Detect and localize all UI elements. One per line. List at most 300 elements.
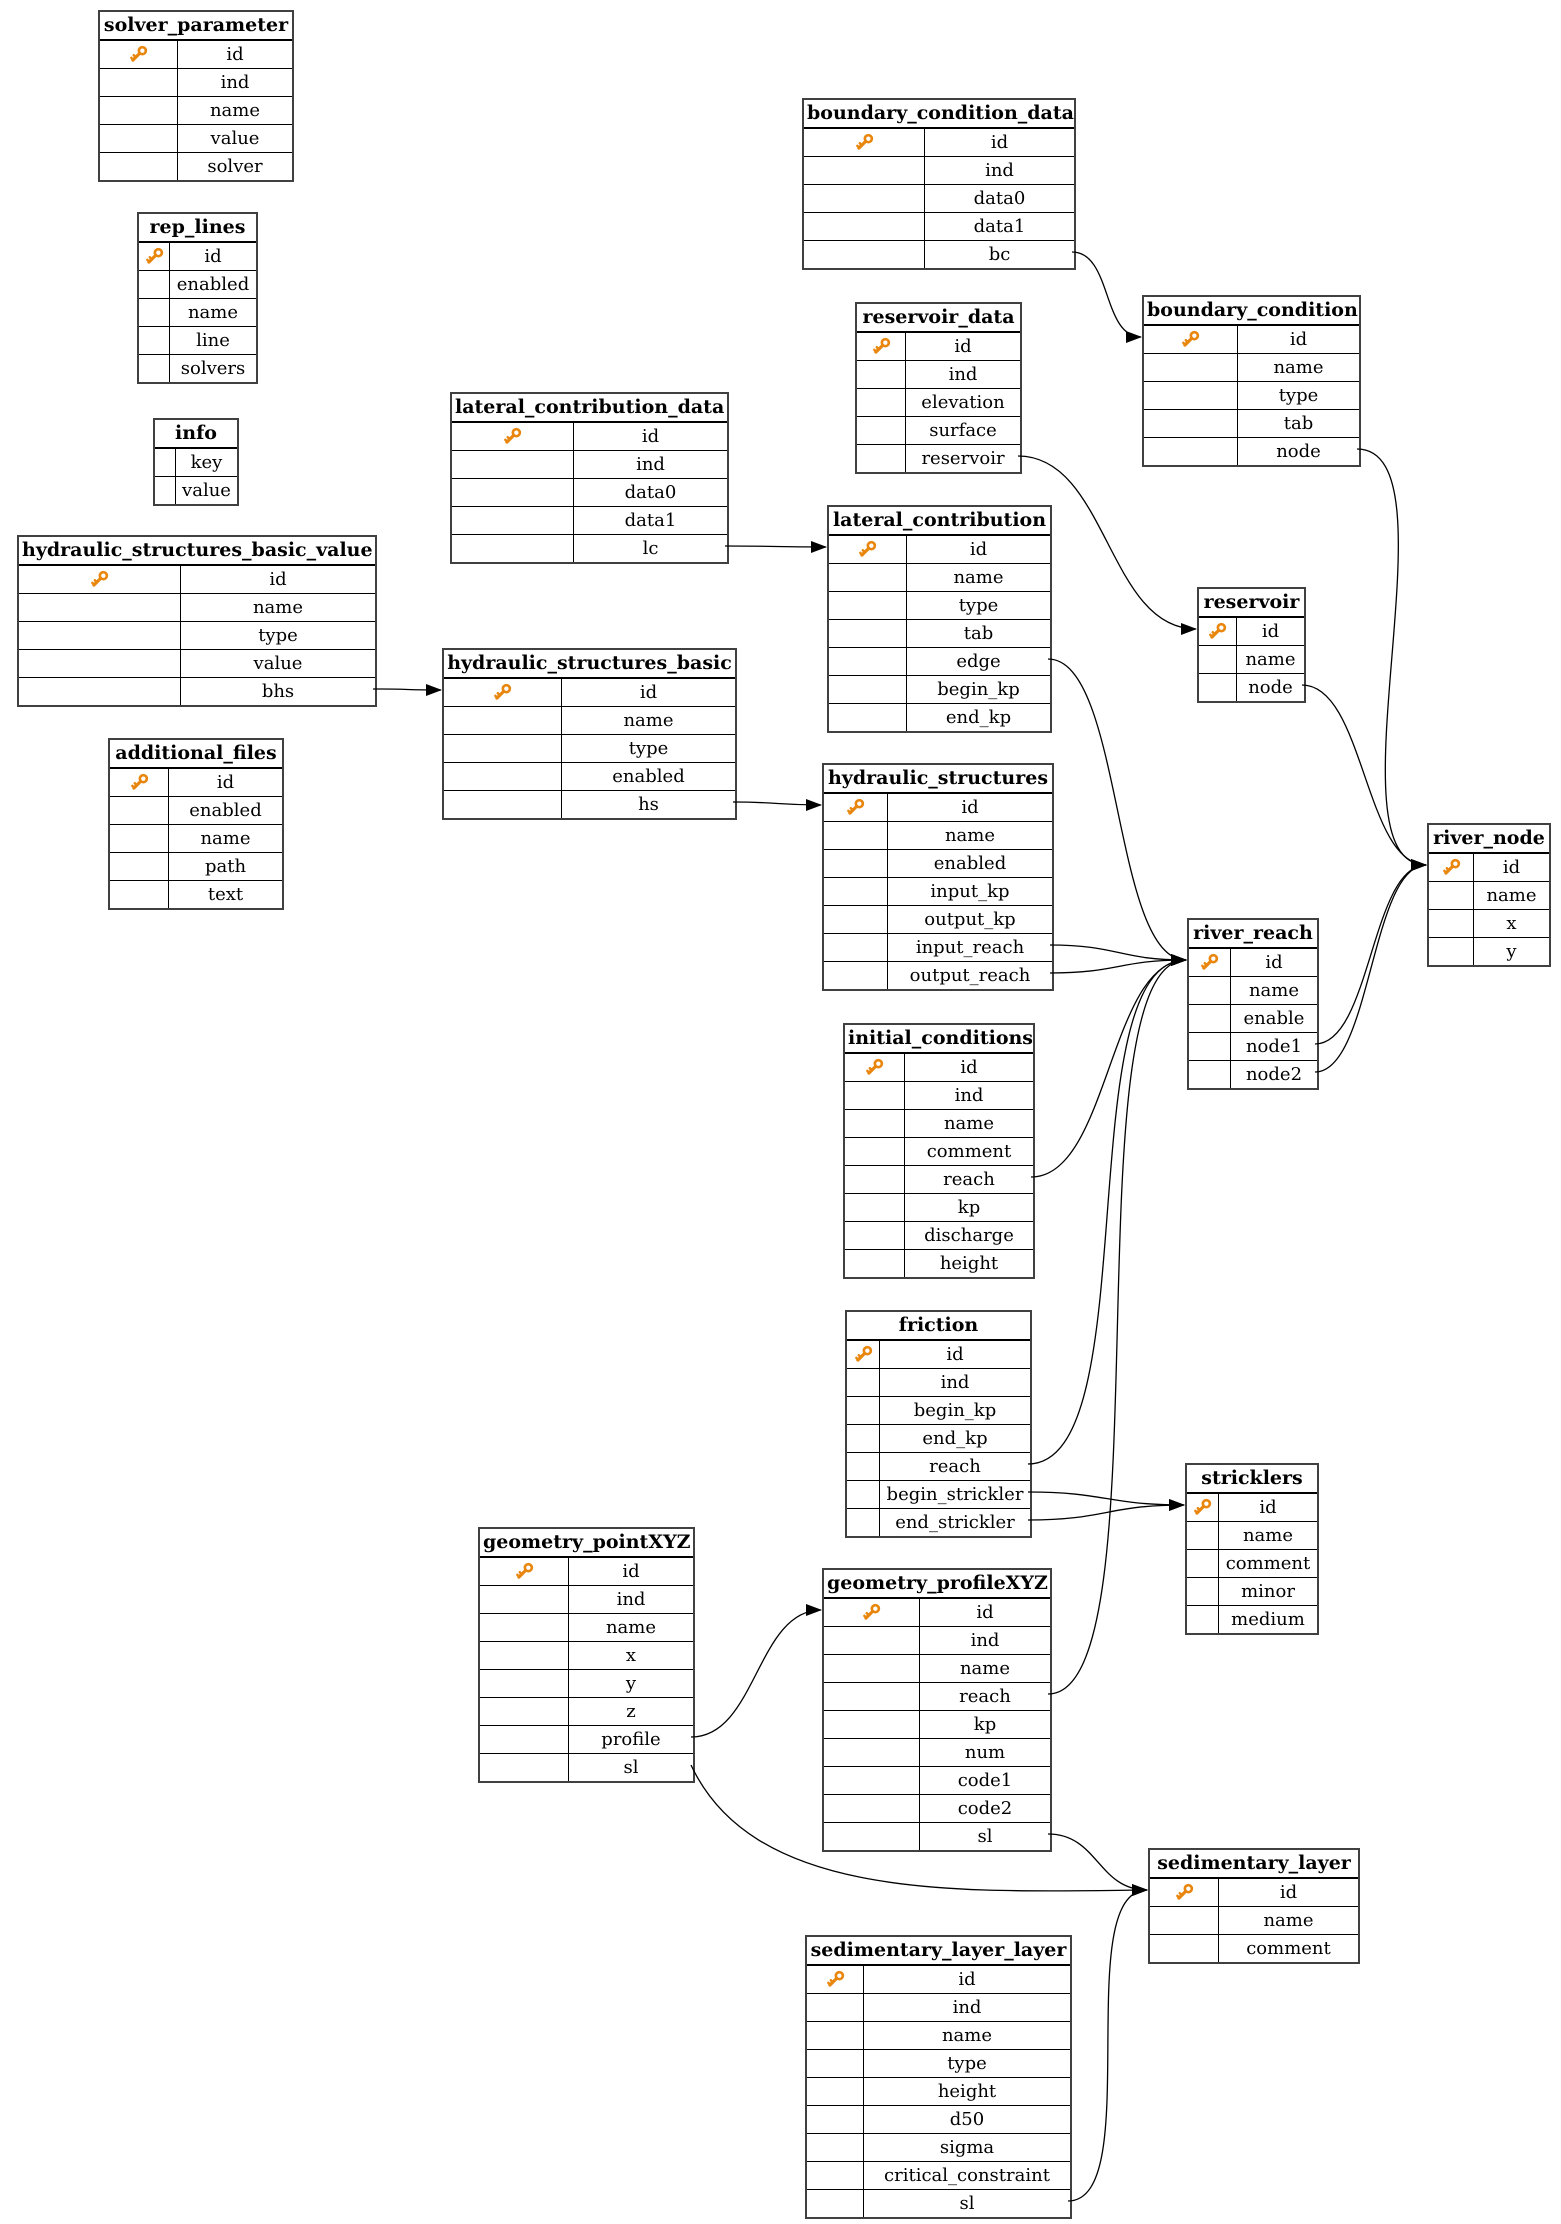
edge-lateral_contribution.edge-to-river_reach [1048,659,1186,960]
primary-key-icon [514,1561,535,1582]
table-solver_parameter [98,10,294,182]
key-cell-empty [845,1138,905,1165]
field-name: enabled [933,853,1007,874]
field-row-z [480,1697,693,1725]
edge-geometry_pointXYZ.profile-to-geometry_profileXYZ [691,1610,821,1737]
field-row-id [845,1053,1033,1081]
edge-hydraulic_structures_basic.hs-to-hydraulic_structures [733,802,821,805]
field-name: path [204,856,247,877]
field-name: sigma [939,2137,995,2158]
field-name: input_reach [915,937,1025,958]
field-row-ind [452,450,727,478]
field-name: output_reach [909,965,1031,986]
table-title: stricklers [1187,1465,1317,1493]
field-row-comment [1187,1549,1317,1577]
key-cell [807,1966,864,1993]
field-name: output_kp [924,909,1016,930]
field-row-name [480,1613,693,1641]
field-row-id [480,1557,693,1585]
field-row-id [857,332,1020,360]
field-row-data0 [452,478,727,506]
field-name: reach [929,1456,981,1477]
key-cell [480,1558,569,1585]
field-row-height [807,2077,1070,2105]
field-row-tab [829,619,1050,647]
key-cell [139,243,170,270]
field-row-comment [1150,1934,1358,1962]
field-row-enabled [139,270,256,298]
field-row-name [139,298,256,326]
key-cell [1429,854,1474,881]
field-name: name [605,1617,657,1638]
field-name: code1 [957,1770,1013,1791]
key-cell-empty [1189,977,1231,1004]
field-name: reach [943,1169,995,1190]
key-cell-empty [1187,1522,1219,1549]
field-row-id [847,1340,1030,1368]
field-name: name [959,1658,1011,1679]
field-row-x [1429,909,1549,937]
field-row-kp [824,1710,1050,1738]
field-row-lc [452,534,727,562]
key-cell-empty [807,2022,864,2049]
field-name: num [964,1742,1006,1763]
field-name: id [639,682,658,703]
primary-key-icon [129,772,150,793]
field-name: bc [988,244,1011,265]
primary-key-icon [1192,1497,1213,1518]
key-cell-empty [829,676,907,703]
table-sedimentary_layer_layer [805,1935,1072,2219]
field-row-medium [1187,1605,1317,1633]
field-name: medium [1231,1609,1305,1630]
key-cell-empty [100,153,178,180]
field-row-kp [845,1193,1033,1221]
field-name: sl [959,2193,975,2214]
primary-key-icon [1441,857,1462,878]
field-row-name [19,593,375,621]
field-name: id [216,772,235,793]
key-cell-empty [807,2190,864,2217]
key-cell-empty [829,592,907,619]
key-cell-empty [100,125,178,152]
field-name: name [187,302,239,323]
field-name: name [944,825,996,846]
field-name: tab [1283,413,1314,434]
field-row-id [452,422,727,450]
field-row-id [444,678,735,706]
field-name: id [961,797,979,818]
field-name: id [204,246,222,267]
primary-key-icon [854,132,875,153]
field-name: id [1259,1497,1277,1518]
key-cell [1189,949,1231,976]
key-cell-empty [1144,354,1238,381]
field-row-output_reach [824,961,1052,989]
field-row-ind [804,156,1074,184]
key-cell-empty [847,1481,880,1508]
key-cell [1187,1494,1219,1521]
key-cell-empty [845,1250,905,1277]
field-name: value [182,480,231,501]
key-cell-empty [829,648,907,675]
field-row-code1 [824,1766,1050,1794]
field-name: name [1263,1910,1314,1931]
field-row-node [1144,437,1359,465]
field-row-line [139,326,256,354]
field-name: ind [636,454,665,475]
key-cell-empty [807,2106,864,2133]
primary-key-icon [128,44,149,65]
field-name: critical_constraint [884,2165,1050,2186]
field-row-ind [480,1585,693,1613]
field-row-enabled [444,762,735,790]
table-lateral_contribution_data [450,392,729,564]
key-cell-empty [480,1754,569,1781]
key-cell-empty [452,507,574,534]
key-cell [824,1599,920,1626]
key-cell-empty [857,361,906,388]
key-cell [824,794,888,821]
field-name: text [207,884,244,905]
edge-initial_conditions.reach-to-river_reach [1031,960,1186,1177]
field-row-begin_kp [847,1396,1030,1424]
field-row-comment [845,1137,1033,1165]
key-cell-empty [804,241,925,268]
field-row-name [829,563,1050,591]
field-name: value [210,128,260,149]
field-row-enabled [110,796,282,824]
field-row-name [1429,881,1549,909]
field-name: ind [970,1630,1000,1651]
field-name: discharge [924,1225,1014,1246]
table-river_node [1427,823,1551,967]
key-cell-empty [857,445,906,472]
field-name: type [628,738,669,759]
primary-key-icon [871,336,892,357]
field-name: height [937,2081,997,2102]
key-cell-empty [100,97,178,124]
key-cell-empty [804,185,925,212]
key-cell-empty [110,797,169,824]
field-name: lc [642,538,659,559]
field-name: tab [963,623,994,644]
field-row-type [807,2049,1070,2077]
field-name: height [939,1253,999,1274]
field-row-end_strickler [847,1508,1030,1536]
key-cell-empty [847,1369,880,1396]
key-cell-empty [19,594,181,621]
key-cell-empty [824,1767,920,1794]
field-row-type [19,621,375,649]
field-row-key [155,448,237,476]
field-row-node2 [1189,1060,1317,1088]
field-row-d50 [807,2105,1070,2133]
field-row-tab [1144,409,1359,437]
field-row-sigma [807,2133,1070,2161]
field-row-node1 [1189,1032,1317,1060]
key-cell-empty [1187,1550,1219,1577]
table-reservoir [1197,587,1306,703]
primary-key-icon [1207,621,1228,642]
field-row-enabled [824,849,1052,877]
field-row-solver [100,152,292,180]
field-row-id [1429,853,1549,881]
field-name: bhs [261,681,295,702]
field-name: comment [1246,1938,1331,1959]
table-title: lateral_contribution [829,507,1050,535]
key-cell-empty [807,2078,864,2105]
key-cell-empty [829,620,907,647]
field-name: line [196,330,230,351]
key-cell-empty [824,1683,920,1710]
primary-key-icon [845,797,866,818]
edge-reservoir.node-to-river_node [1302,685,1426,865]
key-cell-empty [847,1425,880,1452]
field-row-input_kp [824,877,1052,905]
field-row-reach [824,1682,1050,1710]
field-name: name [1486,885,1537,906]
key-cell [829,536,907,563]
field-name: ind [940,1372,970,1393]
table-geometry_profileXYZ [822,1568,1052,1852]
key-cell-empty [1150,1907,1219,1934]
field-name: id [990,132,1009,153]
field-row-edge [829,647,1050,675]
field-name: node [1276,441,1321,462]
key-cell [444,679,562,706]
field-name: ind [220,72,250,93]
field-name: node1 [1245,1036,1303,1057]
primary-key-icon [1180,329,1201,350]
table-friction [845,1310,1032,1538]
table-title: initial_conditions [845,1025,1033,1053]
field-name: kp [973,1714,997,1735]
key-cell [452,423,574,450]
table-hydraulic_structures_basic [442,648,737,820]
field-row-type [1144,381,1359,409]
field-name: data1 [973,216,1026,237]
primary-key-icon [144,246,165,267]
key-cell-empty [480,1586,569,1613]
primary-key-icon [89,569,110,590]
field-row-data0 [804,184,1074,212]
field-name: key [190,452,223,473]
edge-river_reach.node2-to-river_node [1315,865,1426,1072]
key-cell-empty [847,1453,880,1480]
field-name: code2 [957,1798,1013,1819]
field-row-ind [847,1368,1030,1396]
field-row-hs [444,790,735,818]
key-cell-empty [139,327,170,354]
field-row-sl [807,2189,1070,2217]
table-title: hydraulic_structures_basic_value [19,537,375,565]
field-name: id [622,1561,640,1582]
field-name: solvers [180,358,246,379]
field-name: input_kp [930,881,1010,902]
edge-hydraulic_structures_basic_value.bhs-to-hydraulic_structures_basic [373,689,441,690]
field-row-name [845,1109,1033,1137]
key-cell-empty [824,962,888,989]
field-name: edge [956,651,1001,672]
key-cell-empty [824,934,888,961]
key-cell-empty [824,850,888,877]
field-name: name [1248,980,1300,1001]
key-cell-empty [100,69,178,96]
table-title: geometry_profileXYZ [824,1570,1050,1598]
field-row-id [829,535,1050,563]
table-title: reservoir_data [857,304,1020,332]
primary-key-icon [1199,952,1220,973]
key-cell-empty [452,479,574,506]
field-name: end_kp [922,1428,988,1449]
field-name: reservoir [921,448,1005,469]
field-name: value [253,653,303,674]
key-cell [1199,618,1237,645]
edge-hydraulic_structures.input_reach-to-river_reach [1050,945,1186,960]
field-row-name [1150,1906,1358,1934]
field-name: id [1265,952,1283,973]
field-name: data0 [973,188,1026,209]
field-name: enabled [612,766,685,787]
key-cell-empty [1429,882,1474,909]
field-row-bhs [19,677,375,705]
key-cell-empty [807,1994,864,2021]
table-additional_files [108,738,284,910]
field-row-data1 [452,506,727,534]
key-cell [847,1341,880,1368]
table-reservoir_data [855,302,1022,474]
field-name: name [209,100,261,121]
key-cell-empty [847,1509,880,1536]
table-title: river_reach [1189,920,1317,948]
field-row-id [139,242,256,270]
field-name: id [960,1057,978,1078]
field-row-ind [845,1081,1033,1109]
table-boundary_condition_data [802,98,1076,270]
key-cell [1150,1879,1219,1906]
key-cell-empty [1144,410,1238,437]
field-row-type [829,591,1050,619]
field-row-minor [1187,1577,1317,1605]
key-cell-empty [139,355,170,382]
key-cell [19,566,181,593]
field-row-name [110,824,282,852]
key-cell-empty [1187,1578,1219,1605]
table-title: boundary_condition [1144,297,1359,325]
key-cell-empty [824,822,888,849]
field-name: elevation [921,392,1005,413]
key-cell [845,1054,905,1081]
field-row-reach [845,1165,1033,1193]
field-name: id [1279,1882,1298,1903]
field-name: x [1506,913,1517,934]
field-name: minor [1241,1581,1295,1602]
field-name: enable [1243,1008,1305,1029]
key-cell-empty [1199,646,1237,673]
edge-hydraulic_structures.output_reach-to-river_reach [1050,960,1186,973]
key-cell-empty [845,1194,905,1221]
key-cell-empty [1189,1005,1231,1032]
key-cell-empty [824,1823,920,1850]
key-cell-empty [824,1655,920,1682]
field-row-name [444,706,735,734]
key-cell-empty [139,271,170,298]
field-name: end_strickler [895,1512,1015,1533]
key-cell-empty [1150,1935,1219,1962]
field-name: begin_kp [937,679,1020,700]
key-cell-empty [480,1670,569,1697]
key-cell-empty [452,451,574,478]
table-title: sedimentary_layer_layer [807,1937,1070,1965]
key-cell-empty [444,707,562,734]
field-row-y [480,1669,693,1697]
table-title: friction [847,1312,1030,1340]
field-row-type [444,734,735,762]
field-name: ind [948,364,978,385]
table-title: lateral_contribution_data [452,394,727,422]
field-name: id [969,539,988,560]
key-cell-empty [845,1082,905,1109]
edge-friction.reach-to-river_reach [1028,960,1186,1464]
table-hydraulic_structures_basic_value [17,535,377,707]
field-row-sl [824,1822,1050,1850]
edge-friction.begin_strickler-to-stricklers [1028,1492,1184,1505]
key-cell-empty [857,417,906,444]
table-title: additional_files [110,740,282,768]
field-name: name [1245,649,1296,670]
field-name: solver [207,156,263,177]
field-row-name [1199,645,1304,673]
table-title: reservoir [1199,589,1304,617]
field-name: id [958,1969,976,1990]
key-cell-empty [857,389,906,416]
field-name: ind [985,160,1014,181]
field-name: sl [977,1826,993,1847]
field-row-output_kp [824,905,1052,933]
key-cell-empty [1187,1606,1219,1633]
field-row-name [807,2021,1070,2049]
primary-key-icon [864,1057,885,1078]
key-cell-empty [155,477,176,504]
key-cell-empty [452,535,574,562]
key-cell-empty [480,1614,569,1641]
edge-geometry_profileXYZ.sl-to-sedimentary_layer [1048,1834,1147,1890]
key-cell-empty [1429,938,1474,965]
primary-key-icon [861,1602,882,1623]
field-row-critical_constraint [807,2161,1070,2189]
field-name: enabled [176,274,250,295]
table-title: rep_lines [139,214,256,242]
table-geometry_pointXYZ [478,1527,695,1783]
key-cell-empty [1144,438,1238,465]
key-cell-empty [1429,910,1474,937]
field-name: name [941,2025,993,2046]
key-cell-empty [110,853,169,880]
field-name: id [946,1344,964,1365]
table-title: info [155,420,237,448]
table-title: sedimentary_layer [1150,1850,1358,1878]
field-name: comment [1225,1553,1311,1574]
field-name: data0 [624,482,677,503]
field-name: d50 [949,2109,985,2130]
field-row-id [1189,948,1317,976]
field-row-height [845,1249,1033,1277]
table-title: hydraulic_structures_basic [444,650,735,678]
field-row-id [807,1965,1070,1993]
field-row-discharge [845,1221,1033,1249]
table-stricklers [1185,1463,1319,1635]
